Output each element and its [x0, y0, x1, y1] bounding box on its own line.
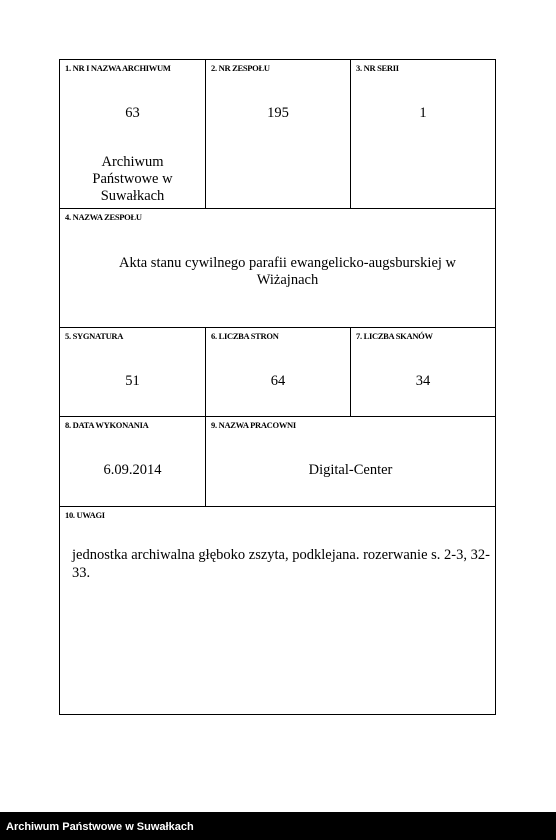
- remarks-cell: [60, 507, 495, 714]
- fond-name-cell: [60, 209, 495, 327]
- execution-date-value: 6.09.2014: [103, 462, 162, 478]
- workshop-name-cell: [206, 417, 495, 506]
- footer-bar: [0, 812, 556, 840]
- fond-name-line: Wiżajnach: [256, 272, 319, 288]
- series-number: 1: [419, 105, 427, 121]
- series-number-cell: [351, 60, 495, 208]
- workshop-name-value: Digital-Center: [308, 462, 393, 478]
- archive-metadata-form: [59, 59, 496, 715]
- archive-cell: [60, 60, 205, 208]
- fond-number: 195: [267, 105, 289, 121]
- remarks-line: 33.: [72, 565, 91, 581]
- fond-name-line: Akta stanu cywilnego parafii ewangelicko-augsburskiej w: [118, 255, 457, 271]
- field-label: 1. NR I NAZWA ARCHIWUM: [65, 63, 171, 73]
- field-label: 10. UWAGI: [65, 510, 105, 520]
- fond-number-cell: [206, 60, 350, 208]
- archive-name-line: Archiwum: [101, 154, 164, 170]
- archive-name-line: Suwałkach: [100, 188, 165, 204]
- field-label: 9. NAZWA PRACOWNI: [211, 420, 296, 430]
- field-label: 4. NAZWA ZESPOŁU: [65, 212, 142, 222]
- page-count-cell: [206, 328, 350, 416]
- field-label: 3. NR SERII: [356, 63, 399, 73]
- field-label: 7. LICZBA SKANÓW: [356, 331, 433, 341]
- execution-date-cell: [60, 417, 205, 506]
- signature-value: 51: [125, 373, 140, 389]
- field-label: 6. LICZBA STRON: [211, 331, 279, 341]
- remarks-line: jednostka archiwalna głęboko zszyta, podklejana. rozerwanie s. 2-3, 32-: [72, 547, 490, 563]
- field-label: 8. DATA WYKONANIA: [65, 420, 149, 430]
- footer-archive-name: Archiwum Państwowe w Suwałkach: [6, 821, 194, 833]
- field-label: 2. NR ZESPOŁU: [211, 63, 270, 73]
- signature-cell: [60, 328, 205, 416]
- field-label: 5. SYGNATURA: [65, 331, 124, 341]
- archive-number: 63: [125, 105, 140, 121]
- scan-count-value: 34: [415, 373, 431, 389]
- page-count-value: 64: [270, 373, 286, 389]
- scan-count-cell: [351, 328, 495, 416]
- archive-name-line: Państwowe w: [92, 171, 173, 187]
